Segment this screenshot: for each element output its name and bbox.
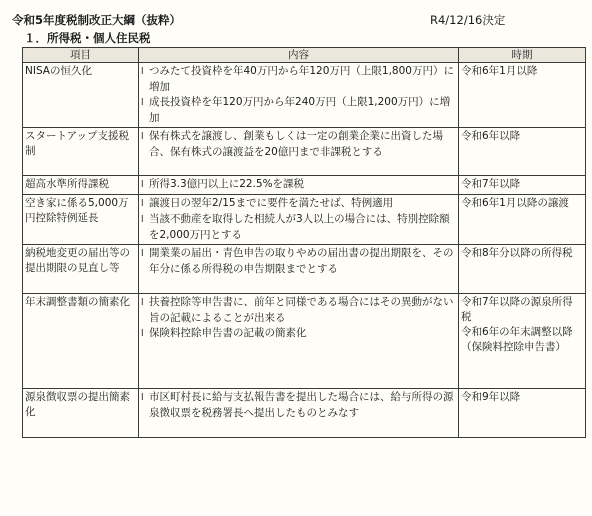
content-bullet: l 扶養控除等申告書に、前年と同様である場合にはその異動がない旨の記載によることが出来る bbox=[141, 295, 456, 326]
content-bullet: l つみたて投資枠を年40万円から年120万円（上限1,800万円）に増加 bbox=[141, 64, 456, 95]
section-heading: １．所得税・個人住民税 bbox=[24, 31, 151, 45]
timing-text: 令和6年の年末調整以降（保険料控除申告書） bbox=[461, 326, 573, 353]
table-row bbox=[23, 176, 586, 195]
row-item: 年末調整書類の簡素化 bbox=[23, 294, 139, 389]
row-timing bbox=[459, 245, 586, 294]
content-bullet: l 開業業の届出・青色申告の取りやめの届出書の提出期限を、その年分に係る所得税の申告期限までとする bbox=[141, 246, 456, 277]
content-bullet: l 市区町村長に給与支払報告書を提出した場合には、給与所得の源泉徴収票を税務署長へ提出したものとみなす bbox=[141, 390, 456, 421]
column-header-content: 内容 bbox=[139, 48, 459, 63]
content-bullet: l 成長投資枠を年120万円から年240万円（上限1,200万円）に増加 bbox=[141, 95, 456, 126]
document-title: 令和5年度税制改正大綱（抜粋） bbox=[12, 13, 181, 27]
timing-text: 令和8年分以降の所得税 bbox=[461, 247, 573, 259]
timing-text: 令和6年以降 bbox=[461, 130, 521, 142]
timing-text: 令和7年以降の源泉所得税 bbox=[461, 296, 573, 323]
table-header-row bbox=[23, 48, 586, 63]
content-bullet: l 保険料控除申告書の記載の簡素化 bbox=[141, 326, 456, 342]
row-content bbox=[139, 294, 459, 389]
row-timing bbox=[459, 176, 586, 195]
content-bullet: l 譲渡日の翌年2/15までに要件を満たせば、特例適用 bbox=[141, 196, 456, 212]
row-timing bbox=[459, 294, 586, 389]
row-item: 納税地変更の届出等の提出期限の見直し等 bbox=[23, 245, 139, 294]
row-content bbox=[139, 128, 459, 176]
row-timing bbox=[459, 63, 586, 128]
tax-reform-table bbox=[22, 47, 586, 438]
row-content bbox=[139, 245, 459, 294]
row-timing bbox=[459, 195, 586, 245]
column-header-timing: 時期 bbox=[459, 48, 586, 63]
row-content bbox=[139, 389, 459, 438]
row-item: 空き家に係る5,000万円控除特例延長 bbox=[23, 195, 139, 245]
row-item: NISAの恒久化 bbox=[23, 63, 139, 128]
row-timing bbox=[459, 389, 586, 438]
row-timing bbox=[459, 128, 586, 176]
column-header-item: 項目 bbox=[23, 48, 139, 63]
content-bullet: l 所得3.3億円以上に22.5%を課税 bbox=[141, 177, 456, 193]
row-item: スタートアップ支援税制 bbox=[23, 128, 139, 176]
timing-text: 令和6年1月以降 bbox=[461, 65, 538, 77]
table-row bbox=[23, 195, 586, 245]
row-item: 源泉徴収票の提出簡素化 bbox=[23, 389, 139, 438]
row-item: 超高水準所得課税 bbox=[23, 176, 139, 195]
table-row bbox=[23, 128, 586, 176]
timing-text: 令和7年以降 bbox=[461, 178, 521, 190]
table-row bbox=[23, 63, 586, 128]
row-content bbox=[139, 63, 459, 128]
content-bullet: l 保有株式を譲渡し、創業もしくは一定の創業企業に出資した場合、保有株式の譲渡益を20億円まで非課税とする bbox=[141, 129, 456, 160]
content-bullet: l 当該不動産を取得した相続人が3人以上の場合には、特別控除額を2,000万円とする bbox=[141, 212, 456, 243]
timing-text: 令和9年以降 bbox=[461, 391, 521, 403]
table-row bbox=[23, 294, 586, 389]
table-row bbox=[23, 245, 586, 294]
row-content bbox=[139, 195, 459, 245]
title-row bbox=[12, 12, 592, 30]
decision-date: R4/12/16決定 bbox=[430, 13, 506, 27]
table-row bbox=[23, 389, 586, 438]
timing-text: 令和6年1月以降の譲渡 bbox=[461, 197, 569, 209]
row-content bbox=[139, 176, 459, 195]
